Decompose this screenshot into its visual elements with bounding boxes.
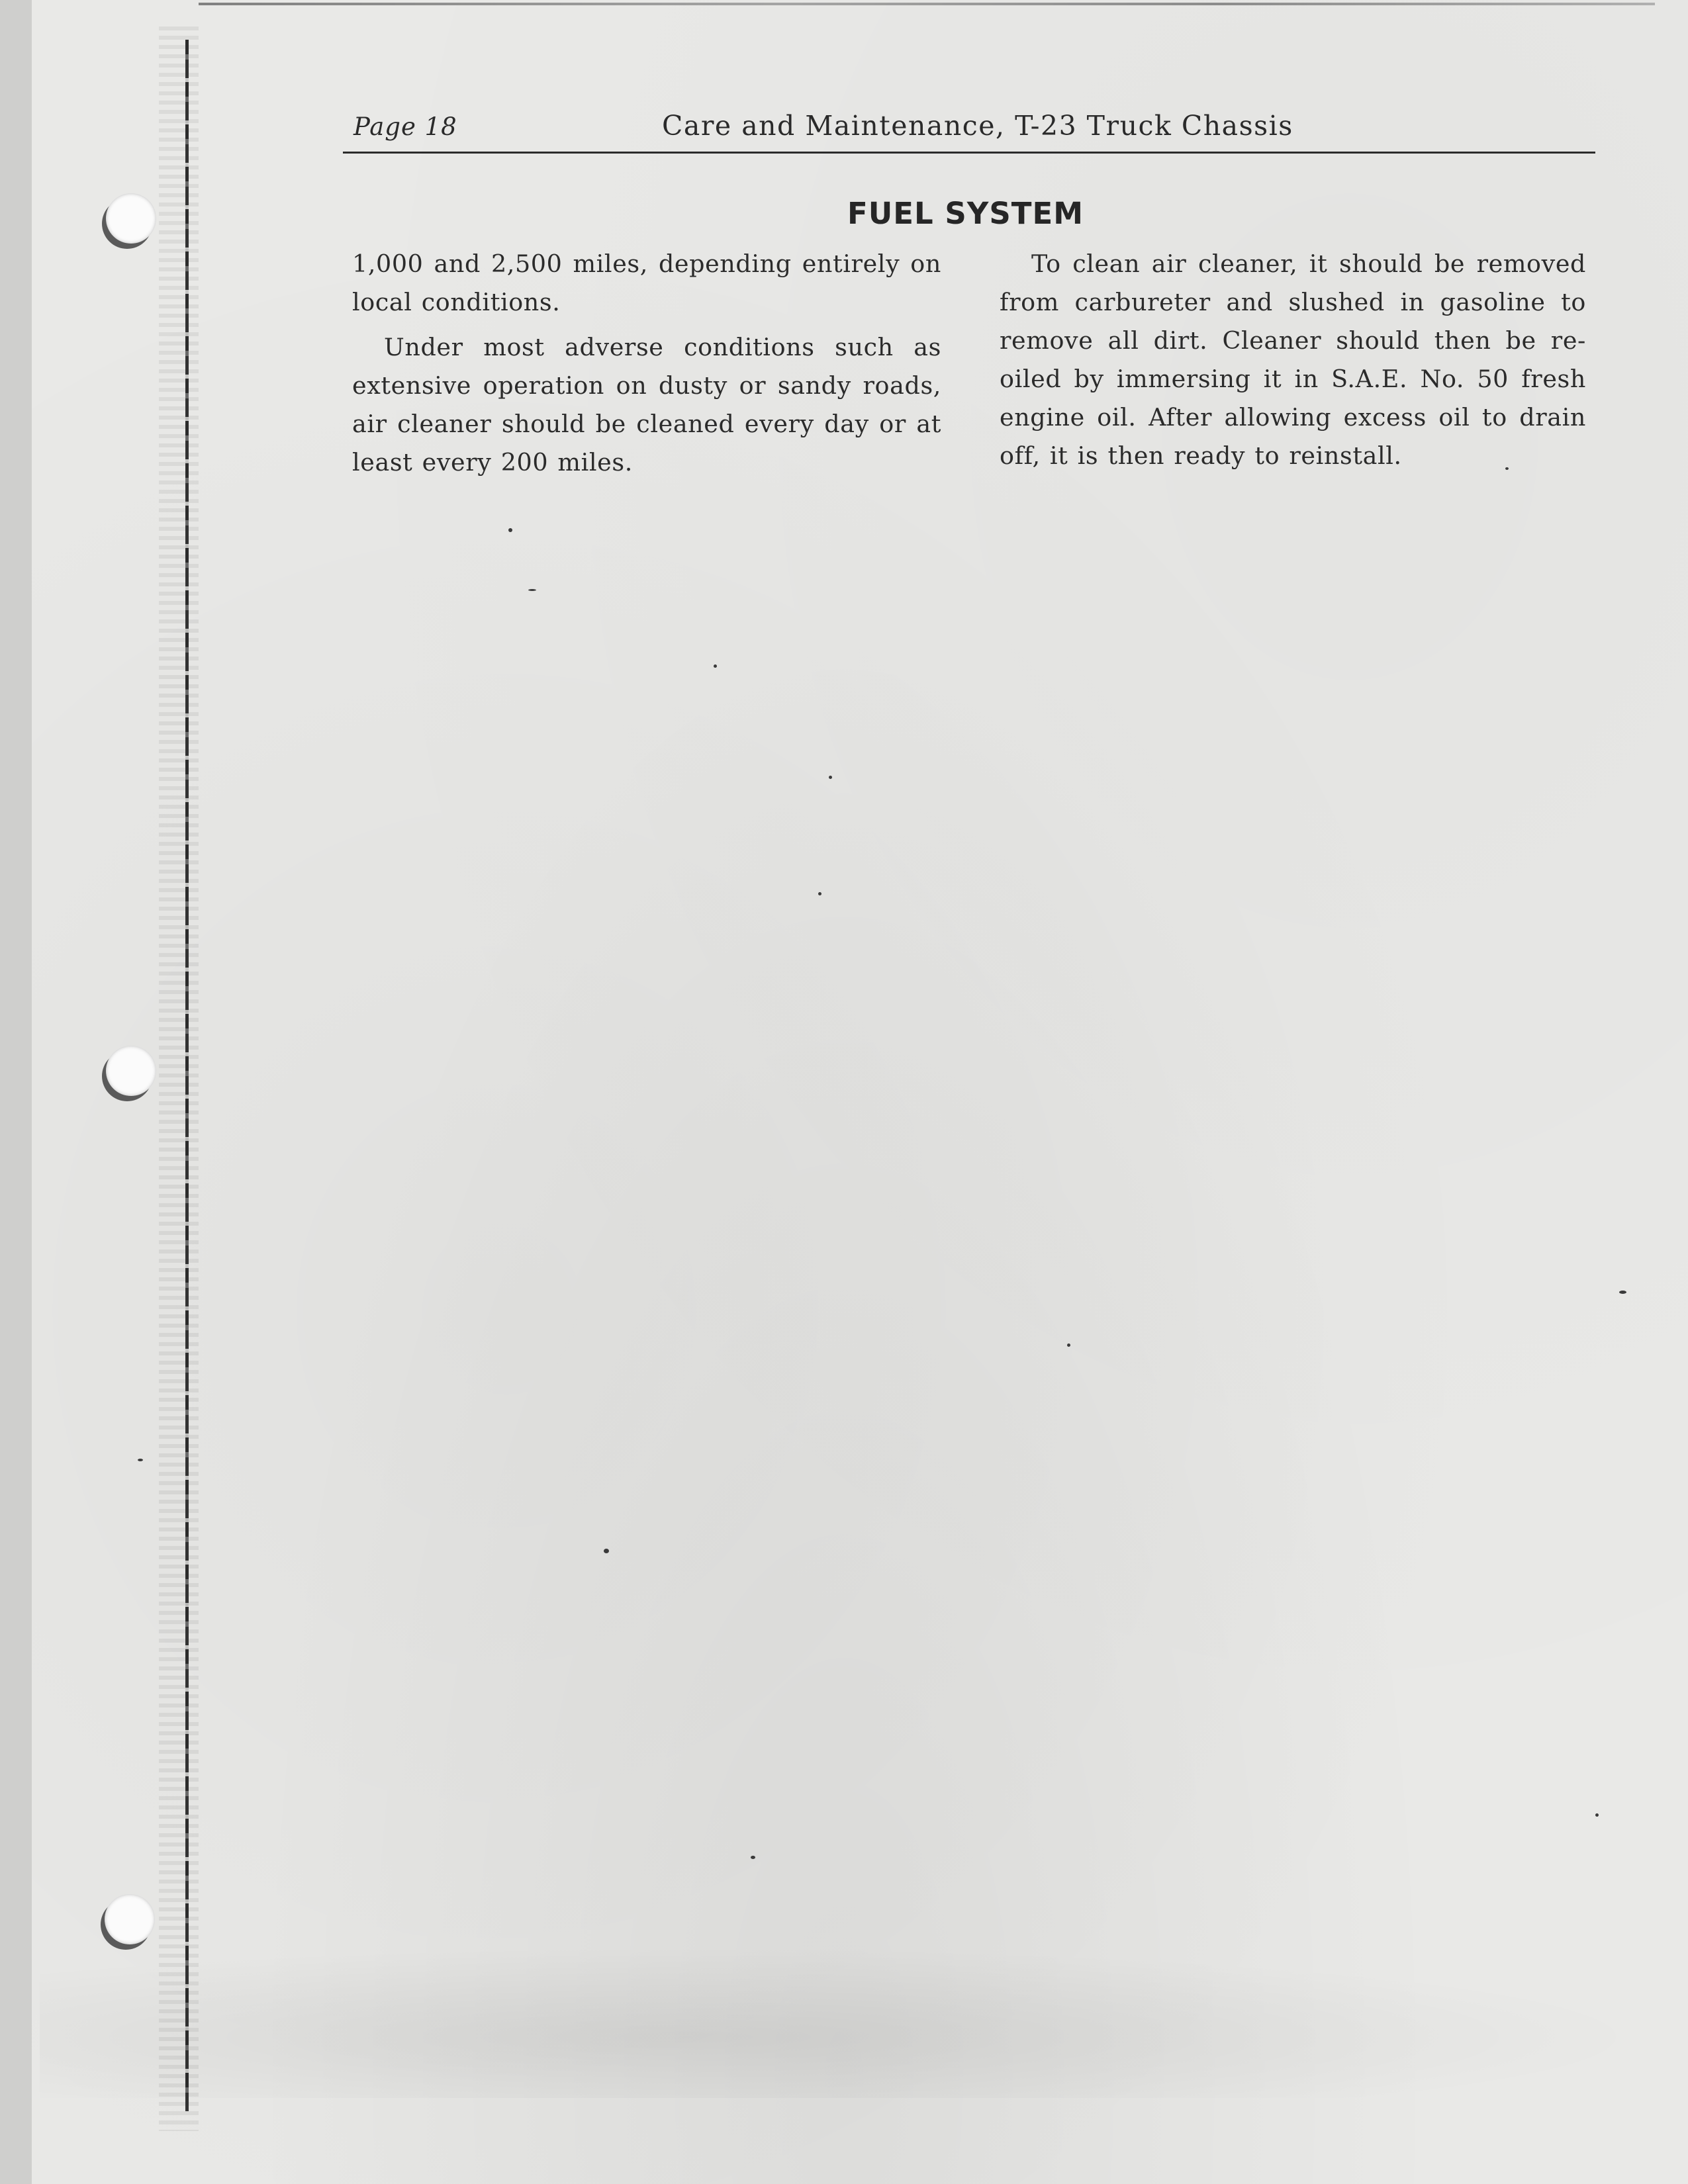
paragraph: To clean air cleaner, it should be removed from carbureter and slushed in gasoline to remove all dirt. Cleaner should then be re-oiled by immersing it in S.A.E. No. 50 fresh engine oil. After allowing excess oil to drain off, it is then ready to reinstall. xyxy=(1000,250,1586,470)
section-title: FUEL SYSTEM xyxy=(847,196,1084,231)
paragraph: Under most adverse conditions such as extensive operation on dusty or sandy roads, air cleaner should be cleaned every day or at least every 200 miles. xyxy=(352,333,941,477)
speck xyxy=(1505,467,1509,470)
punch-hole-middle xyxy=(106,1046,156,1096)
speck xyxy=(818,892,821,895)
speck xyxy=(829,776,832,779)
binding-shadow xyxy=(159,26,199,2131)
speck xyxy=(751,1856,755,1859)
paragraph: 1,000 and 2,500 miles, depending entirely on local conditions. xyxy=(352,250,941,316)
speck xyxy=(714,664,717,668)
speck xyxy=(528,589,536,591)
header-rule xyxy=(343,152,1595,154)
right-column xyxy=(1000,245,1586,482)
speck xyxy=(1067,1343,1070,1347)
page-number: Page 18 xyxy=(353,113,457,141)
left-column xyxy=(352,245,941,488)
page-top-edge xyxy=(199,3,1655,5)
speck xyxy=(508,528,512,532)
speck xyxy=(1595,1813,1599,1817)
scan-margin xyxy=(0,0,32,2184)
binding-line xyxy=(185,40,189,2111)
punch-hole-top xyxy=(106,193,156,244)
running-title: Care and Maintenance, T-23 Truck Chassis xyxy=(662,110,1293,142)
speck xyxy=(1619,1291,1626,1294)
scan-grime xyxy=(40,1946,1655,2098)
speck xyxy=(138,1459,143,1461)
punch-hole-bottom xyxy=(105,1894,155,1944)
speck xyxy=(604,1549,609,1553)
